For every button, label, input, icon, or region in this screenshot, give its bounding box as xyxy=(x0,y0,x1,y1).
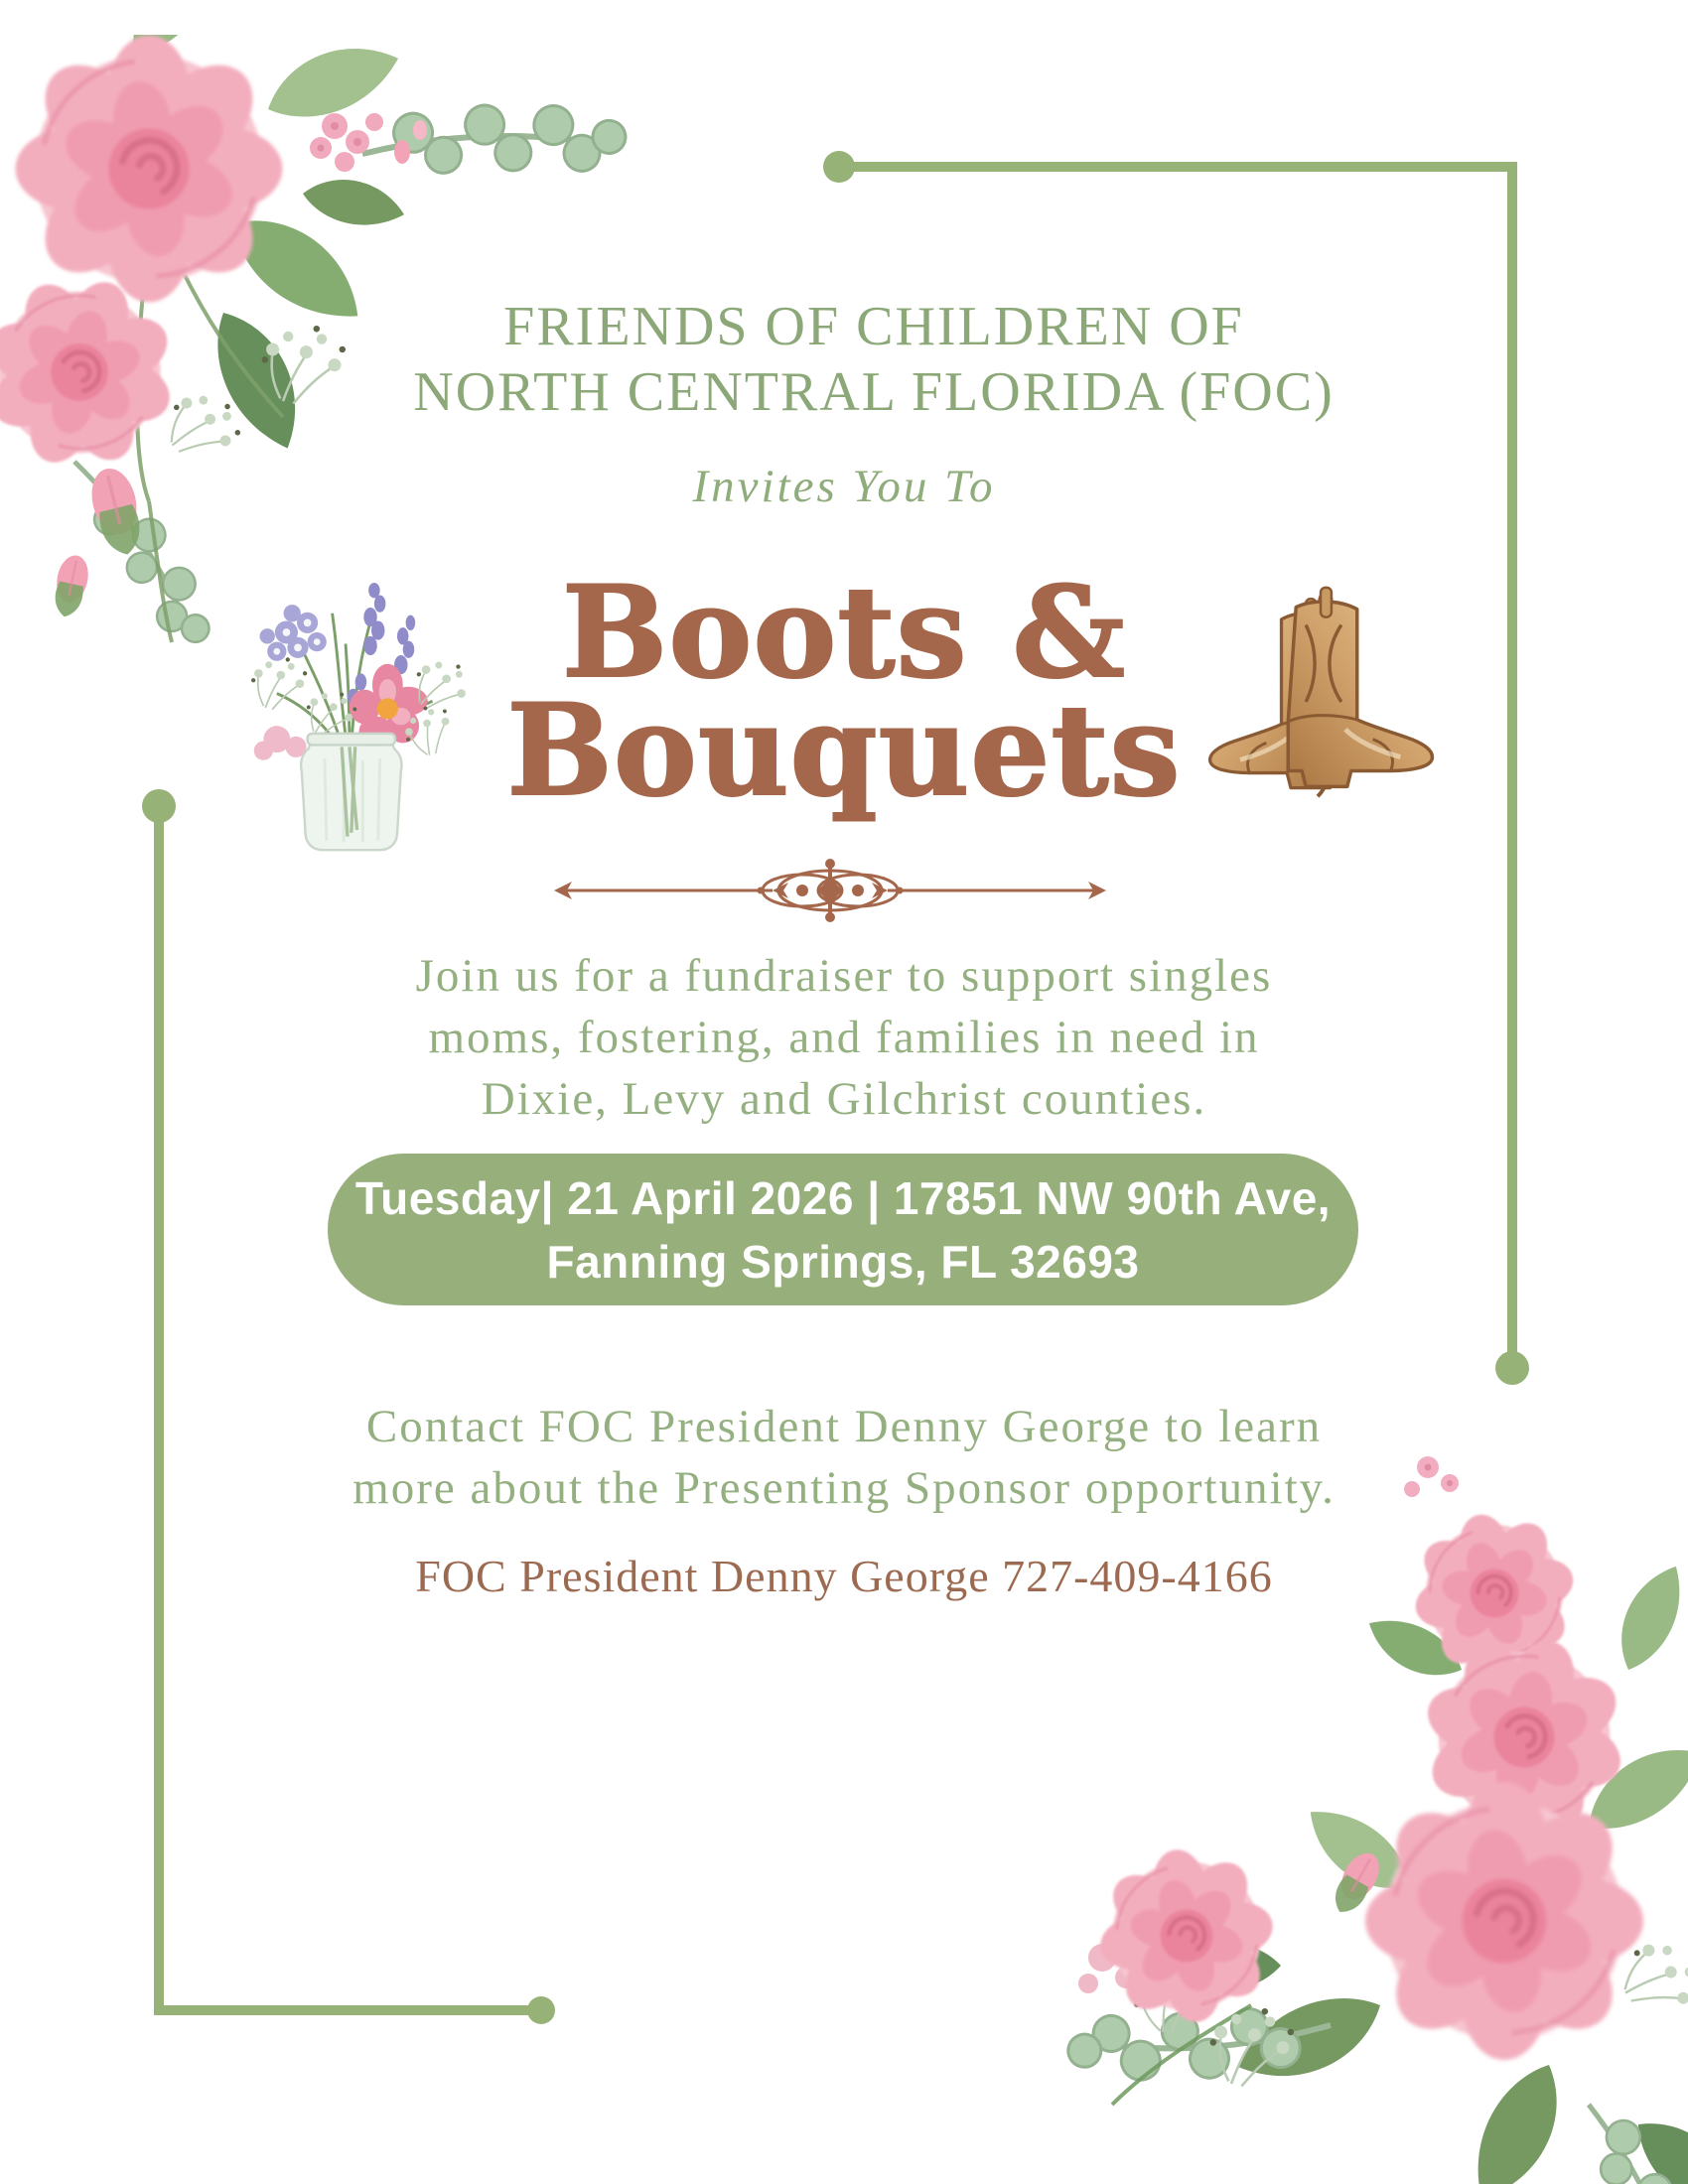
organization-name xyxy=(0,294,1688,425)
event-title-line2: Bouquets xyxy=(506,677,1182,824)
event-description-line1: Join us for a fundraiser to support singles xyxy=(415,950,1273,1002)
rose-corner-icon xyxy=(1033,1410,1688,2184)
event-details-line2: Fanning Springs, FL 32693 xyxy=(546,1235,1140,1288)
event-details-banner xyxy=(328,1154,1358,1305)
event-description xyxy=(0,945,1688,1130)
event-title-line1: Boots & xyxy=(561,559,1127,706)
organization-name-line2: NORTH CENTRAL FLORIDA (FOC) xyxy=(413,361,1335,423)
event-description-line3: Dixie, Levy and Gilchrist counties. xyxy=(481,1073,1207,1125)
sponsor-info-line2: more about the Presenting Sponsor opportunity. xyxy=(352,1462,1336,1514)
invitation-text: Invites You To xyxy=(692,461,996,512)
event-details-line1: Tuesday| 21 April 2026 | 17851 NW 90th Ave, xyxy=(354,1171,1332,1224)
contact-phone-text: FOC President Denny George 727-409-4166 xyxy=(415,1551,1273,1601)
sponsor-info-line1: Contact FOC President Denny George to learn xyxy=(365,1401,1323,1452)
organization-name-line1: FRIENDS OF CHILDREN OF xyxy=(503,296,1244,357)
event-title xyxy=(0,559,1688,824)
ornamental-divider-icon xyxy=(552,856,1108,925)
event-description-line2: moms, fostering, and families in need in xyxy=(428,1012,1260,1063)
sponsor-info xyxy=(0,1396,1688,1519)
